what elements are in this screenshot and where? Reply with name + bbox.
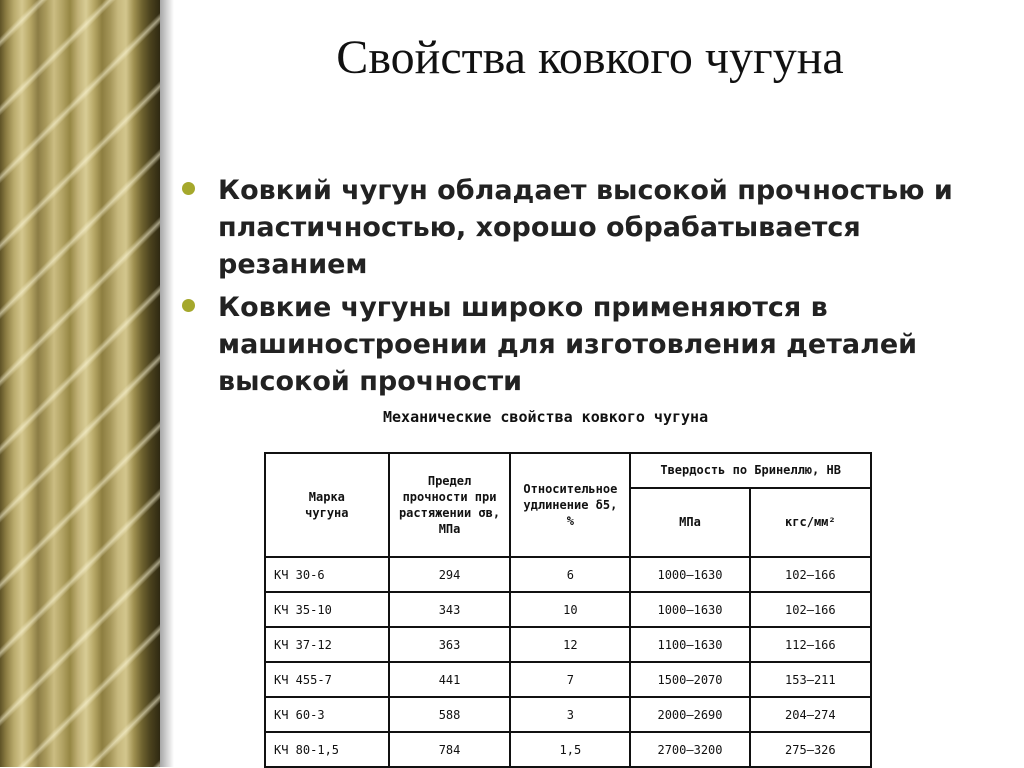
table-row <box>265 732 871 767</box>
cell-elongation: 3 <box>510 697 630 732</box>
header-elongation: Относительное удлинение δ5, % <box>510 453 630 557</box>
cell-hardness-mpa: 1500–2070 <box>630 662 749 697</box>
slide-title: Свойства ковкого чугуна <box>336 31 844 84</box>
bullet-item <box>176 289 996 400</box>
cell-grade: КЧ 60-3 <box>265 697 389 732</box>
cell-hardness-mpa: 2700–3200 <box>630 732 749 767</box>
cell-hardness-mpa: 2000–2690 <box>630 697 749 732</box>
table-row <box>265 662 871 697</box>
cell-strength: 588 <box>389 697 511 732</box>
cell-elongation: 12 <box>510 627 630 662</box>
cell-hardness-kgs: 275–326 <box>750 732 871 767</box>
bullet-dot-icon <box>182 182 195 195</box>
table-row <box>265 557 871 592</box>
cell-strength: 784 <box>389 732 511 767</box>
cell-elongation: 7 <box>510 662 630 697</box>
cell-strength: 343 <box>389 592 511 627</box>
cell-grade: КЧ 30-6 <box>265 557 389 592</box>
cell-grade: КЧ 35-10 <box>265 592 389 627</box>
table-row <box>265 697 871 732</box>
cell-strength: 294 <box>389 557 511 592</box>
cell-hardness-kgs: 102–166 <box>750 592 871 627</box>
header-hardness-kgs: кгс/мм² <box>750 488 871 557</box>
decorative-side-border <box>0 0 160 767</box>
cell-elongation: 6 <box>510 557 630 592</box>
cell-strength: 441 <box>389 662 511 697</box>
cell-hardness-kgs: 153–211 <box>750 662 871 697</box>
side-border-shadow <box>160 0 174 767</box>
cell-elongation: 1,5 <box>510 732 630 767</box>
cell-hardness-kgs: 102–166 <box>750 557 871 592</box>
header-strength: Предел прочности при растяжении σв, МПа <box>389 453 511 557</box>
cell-hardness-kgs: 112–166 <box>750 627 871 662</box>
header-hardness-mpa: МПа <box>630 488 749 557</box>
table-row <box>265 592 871 627</box>
header-grade: Марка чугуна <box>265 453 389 557</box>
cell-grade: КЧ 455-7 <box>265 662 389 697</box>
cell-hardness-mpa: 1000–1630 <box>630 592 749 627</box>
header-hardness: Твердость по Бринеллю, НВ <box>630 453 871 488</box>
properties-table <box>264 452 872 768</box>
bullet-item <box>176 172 996 283</box>
bullet-list <box>176 172 996 406</box>
bullet-text: Ковкие чугуны широко применяются в машиностроении для изготовления деталей высокой прочности <box>218 292 918 397</box>
bullet-dot-icon <box>182 299 195 312</box>
cell-grade: КЧ 37-12 <box>265 627 389 662</box>
cell-elongation: 10 <box>510 592 630 627</box>
table-row <box>265 627 871 662</box>
cell-hardness-mpa: 1000–1630 <box>630 557 749 592</box>
cell-grade: КЧ 80-1,5 <box>265 732 389 767</box>
bullet-text: Ковкий чугун обладает высокой прочностью и пластичностью, хорошо обрабатывается резанием <box>218 175 953 280</box>
cell-hardness-mpa: 1100–1630 <box>630 627 749 662</box>
cell-hardness-kgs: 204–274 <box>750 697 871 732</box>
cell-strength: 363 <box>389 627 511 662</box>
table-caption: Механические свойства ковкого чугуна <box>383 408 709 426</box>
